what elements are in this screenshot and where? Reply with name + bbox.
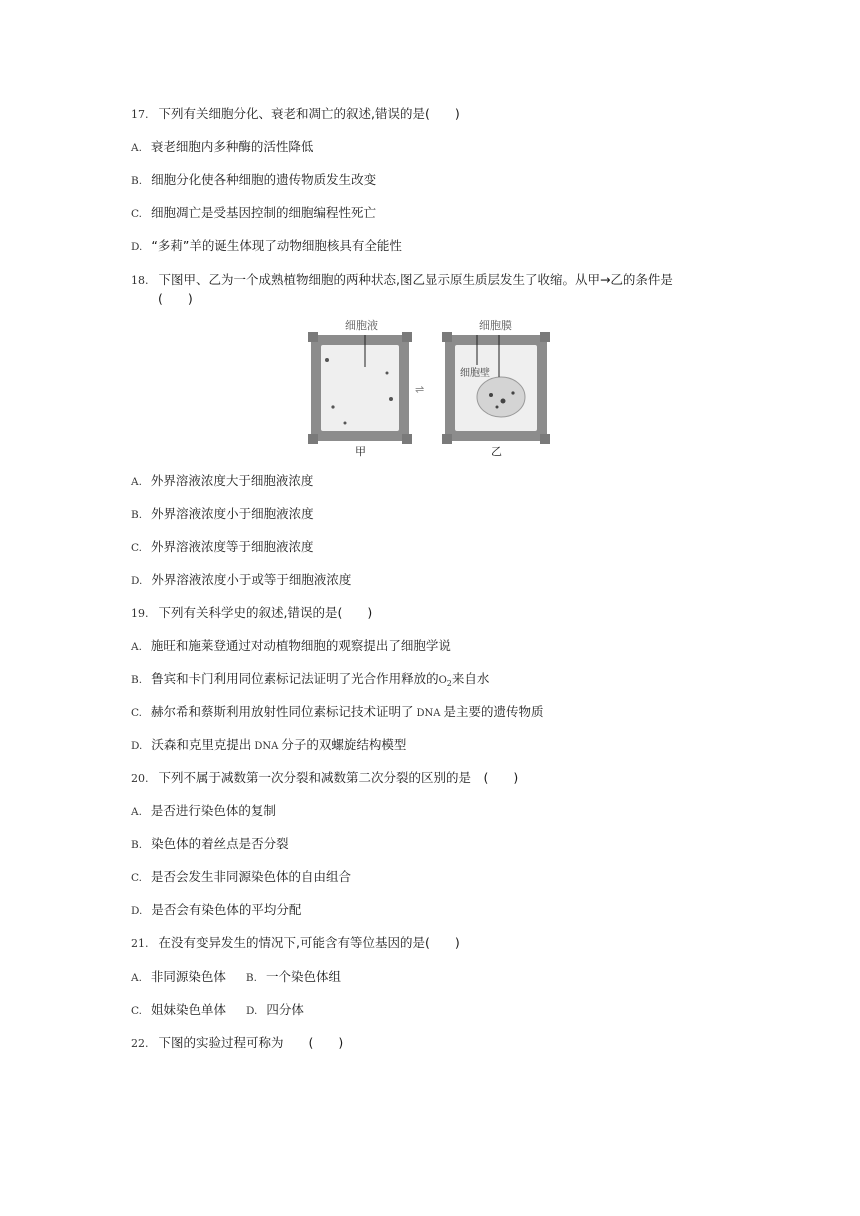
chem-formula: $O_2$ [438,675,452,688]
corner [540,434,550,444]
organelle [344,422,347,425]
option-text: 沃森和克里克提出 [151,737,252,752]
vacuole-jia [321,345,399,431]
option-letter: D. [131,740,143,752]
option-a[interactable] [131,637,451,656]
option-letter: C. [131,542,142,554]
option-letter: A. [131,806,142,818]
option-text: 鲁宾和卡门利用同位素标记法证明了光合作用释放的 [151,671,439,686]
option-c[interactable] [131,538,314,557]
question-text: 下列有关细胞分化、衰老和凋亡的叙述,错误的是( ) [158,106,460,121]
caption-yi: 乙 [491,445,502,458]
option-d[interactable] [131,901,301,920]
option-letter: A. [131,476,142,488]
option-text: 外界溶液浓度大于细胞液浓度 [150,473,314,488]
option-a[interactable] [131,802,276,821]
option-b[interactable] [131,505,314,524]
option-text: 衰老细胞内多种酶的活性降低 [150,139,314,154]
option-letter: D. [131,575,143,587]
question-text: 下列不属于减数第一次分裂和减数第二次分裂的区别的是 ( ) [158,770,519,785]
corner [308,332,318,342]
question-number: 18. [131,274,149,287]
option-letter: B. [131,175,143,187]
option-text: 细胞凋亡是受基因控制的细胞编程性死亡 [151,205,377,220]
question-text: 下列有关科学史的叙述,错误的是( ) [158,605,373,620]
corner [402,434,412,444]
question-number: 21. [131,937,149,950]
option-b[interactable] [131,171,376,190]
question-20-stem [131,769,518,788]
arrow-mark: ⇌ [415,383,425,396]
organelle [331,405,334,408]
question-18-stem-continuation [158,290,193,308]
question-number: 19. [131,607,149,620]
organelle [489,393,493,397]
option-letter: C. [131,208,142,220]
option-text: 是否会有染色体的平均分配 [151,902,302,917]
option-letter: B. [131,839,143,851]
option-text: 四分体 [266,1002,304,1017]
options-row-ab [131,968,341,987]
option-text: “多莉”羊的诞生体现了动物细胞核具有全能性 [151,238,402,253]
option-d[interactable] [131,736,406,756]
option-text: 是否进行染色体的复制 [150,803,276,818]
question-number: 20. [131,772,149,785]
option-text-tail: 分子的双螺旋结构模型 [281,737,407,752]
corner [402,332,412,342]
option-letter: C. [131,872,142,884]
option-d[interactable] [131,237,402,256]
cell-plasmolysis-figure [305,315,555,460]
option-letter: D. [131,241,143,253]
caption-jia: 甲 [355,445,366,458]
option-a[interactable] [131,472,313,491]
question-19-stem [131,604,372,623]
option-c[interactable] [131,204,376,223]
question-number: 22. [131,1037,149,1050]
protoplast-yi [477,377,525,417]
label-cell-sap: 细胞液 [345,319,378,332]
option-d[interactable] [131,571,351,590]
option-b[interactable] [131,835,289,854]
option-text: 外界溶液浓度等于细胞液浓度 [151,539,314,554]
option-b[interactable] [246,969,341,984]
question-22-stem [131,1034,343,1053]
label-cell-membrane: 细胞膜 [479,319,512,332]
option-c[interactable] [131,868,351,887]
answer-blank: ( ) [158,291,193,306]
question-text: 在没有变异发生的情况下,可能含有等位基因的是( ) [158,935,460,950]
option-letter: A. [131,972,142,984]
option-text: 赫尔希和蔡斯利用放射性同位素标记技术证明了 [151,704,414,719]
organelle [501,399,506,404]
options-row-cd [131,1001,304,1020]
abbr-dna: DNA [254,741,279,752]
cell-yi [442,318,550,458]
cell-jia [308,318,412,458]
abbr-dna: DNA [416,708,441,719]
question-17-stem [131,105,460,124]
corner [308,434,318,444]
option-text: 外界溶液浓度小于细胞液浓度 [151,506,314,521]
corner [442,332,452,342]
option-letter: D. [131,905,143,917]
option-text: 外界溶液浓度小于或等于细胞液浓度 [151,572,352,587]
corner [540,332,550,342]
question-text: 下图甲、乙为一个成熟植物细胞的两种状态,图乙显示原生质层发生了收缩。从甲→乙的条件是 [158,272,673,287]
option-b[interactable] [131,670,489,693]
question-21-stem [131,934,460,953]
option-c[interactable] [131,1002,226,1017]
question-18-stem [131,271,673,290]
question-number: 17. [131,108,149,121]
option-c[interactable] [131,703,544,723]
option-text: 一个染色体组 [265,969,341,984]
organelle [389,397,393,401]
option-letter: B. [131,509,143,521]
option-text: 是否会发生非同源染色体的自由组合 [151,869,352,884]
option-d[interactable] [246,1002,304,1017]
cell-diagram [305,315,555,460]
option-text: 施旺和施莱登通过对动植物细胞的观察提出了细胞学说 [150,638,451,653]
organelle [511,391,514,394]
option-letter: D. [246,1005,258,1017]
option-text-tail: 是主要的遗传物质 [443,704,544,719]
option-letter: C. [131,707,142,719]
option-text-tail: 来自水 [451,671,490,686]
option-letter: B. [131,674,143,686]
question-text: 下图的实验过程可称为 ( ) [158,1035,344,1050]
option-text: 染色体的着丝点是否分裂 [151,836,289,851]
option-letter: A. [131,641,142,653]
organelle [496,406,499,409]
option-a[interactable] [131,138,313,157]
option-text: 姐妹染色单体 [151,1002,227,1017]
option-letter: C. [131,1005,142,1017]
label-cell-wall: 细胞壁 [460,368,490,379]
option-text: 细胞分化使各种细胞的遗传物质发生改变 [151,172,377,187]
option-letter: A. [131,142,142,154]
option-a[interactable] [131,969,226,984]
organelle [386,372,389,375]
option-letter: B. [245,972,257,984]
option-text: 非同源染色体 [150,969,226,984]
organelle [325,358,329,362]
corner [442,434,452,444]
